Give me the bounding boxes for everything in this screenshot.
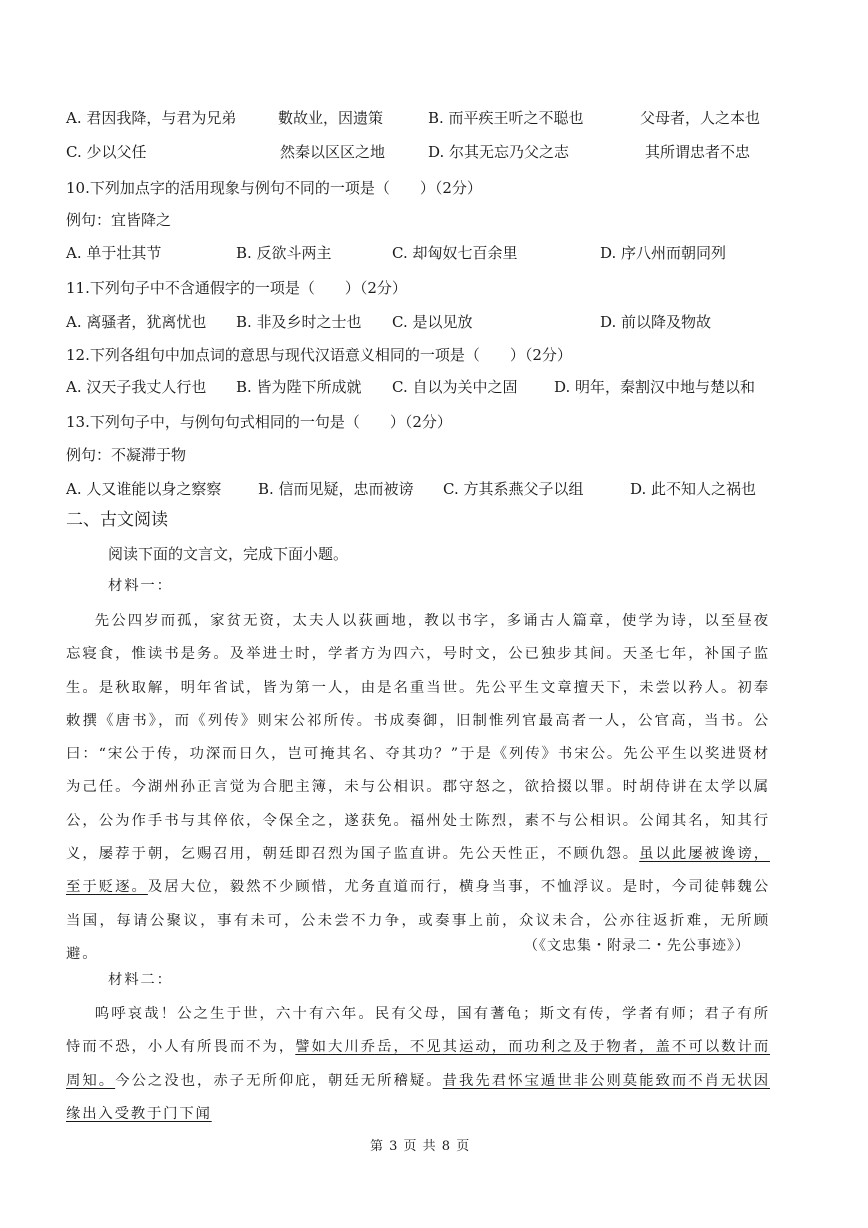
q9-option-c1: C. 少以父任 bbox=[66, 143, 147, 161]
material2-label: 材料二： bbox=[108, 972, 173, 988]
q11-option-a: A. 离骚者，犹离忧也 bbox=[66, 313, 207, 331]
q10-option-a: A. 单于壮其节 bbox=[66, 244, 162, 262]
material2-underlined-sentence-2: 昔我先君怀宝遁世非公则莫能致而不肖无状因缘出入受教于门下闻 bbox=[66, 1072, 770, 1122]
q11-option-b: B. 非及乡时之士也 bbox=[236, 313, 362, 331]
q13-option-a: A. 人又谁能以身之察察 bbox=[66, 480, 222, 498]
q9-option-b2: 父母者，人之本也 bbox=[640, 109, 761, 127]
q13-option-d: D. 此不知人之祸也 bbox=[630, 480, 757, 498]
q9-option-a2: 數故业，因遗策 bbox=[278, 109, 384, 127]
q9-option-c2: 然秦以区区之地 bbox=[280, 143, 386, 161]
q12-option-a: A. 汉天子我丈人行也 bbox=[66, 378, 207, 396]
q13-stem: 13.下列句子中，与例句句式相同的一句是（ ）（2分） bbox=[66, 413, 452, 431]
material2-underlined-sentence-1: 譬如大川乔岳，不见其运动，而功利之及于物者，盖不可以数计而周知。 bbox=[66, 1039, 771, 1089]
material2-text-a: 呜呼哀哉！公之生于世，六十有六年。民有父母，国有蓍龟；斯文有传，学者有师；君子有所恃而不恐，小人有所畏而不为， bbox=[66, 1006, 770, 1056]
q13-option-b: B. 信而见疑，忠而被谤 bbox=[258, 480, 414, 498]
material2-text-c: 今公之没也，赤子无所仰庇，朝廷无所稽疑。 bbox=[115, 1072, 443, 1089]
material1-text-b: 及居大位，毅然不少顾惜，尤务直道而行，横身当事，不恤浮议。是时，今司徒韩魏公当国，每请公聚议，事有未可，公未尝不力争，或奏事上前，众议未合，公亦往返折难，无所顾避。 bbox=[66, 879, 770, 962]
q9-option-a1: A. 君因我降，与君为兄弟 bbox=[66, 109, 237, 127]
q11-stem: 11.下列句子中不含通假字的一项是（ ）（2分） bbox=[66, 279, 407, 297]
q10-option-b: B. 反欲斗两主 bbox=[236, 244, 332, 262]
material1-text-a: 先公四岁而孤，家贫无资，太夫人以荻画地，教以书字，多诵古人篇章，使学为诗，以至昼夜忘寝食，惟读书是务。及举进士时，学者方为四六，号时文，公已独步其间。天圣七年，补国子监生。是秋取解，明年省试，皆为第一人，由是名重当世。先公平生文章擅天下，未尝以矜人。初奉敕撰《唐书》，而《列传》则宋公祁所传。书成奏御，旧制惟列官最高者一人，公官高，当书。公曰：“宋公于传，功深而日久，岂可掩其名、夺其功？”于是《列传》书宋公。先公平生以奖进贤材为己任。今湖州孙正言觉为合肥主簿，未与公相识。郡守怒之，欲拾掇以罪。时胡侍讲在太学以属公，公为作手书与其倅依，令保全之，遂获免。福州处士陈烈，素不与公相识。公闻其名，知其行义，屡荐于朝，乞赐召用，朝廷即召烈为国子监直讲。先公天性正，不顾仇怨。 bbox=[66, 613, 770, 863]
material1-label: 材料一： bbox=[108, 578, 173, 594]
q12-option-d: D. 明年，秦割汉中地与楚以和 bbox=[554, 378, 756, 396]
q9-option-d2: 其所谓忠者不忠 bbox=[645, 143, 751, 161]
section-title: 二、古文阅读 bbox=[66, 510, 168, 530]
q13-option-c: C. 方其系燕父子以组 bbox=[443, 480, 584, 498]
q10-stem: 10.下列加点字的活用现象与例句不同的一项是（ ）（2分） bbox=[66, 179, 482, 197]
q9-option-b1: B. 而平疾王听之不聪也 bbox=[428, 109, 584, 127]
page-number: 第 3 页 共 8 页 bbox=[370, 1139, 471, 1154]
q10-option-c: C. 却匈奴七百余里 bbox=[392, 244, 518, 262]
material2-text bbox=[66, 998, 771, 1122]
q12-option-c: C. 自以为关中之固 bbox=[392, 378, 518, 396]
q10-example: 例句：宜皆降之 bbox=[66, 211, 172, 229]
q11-option-c: C. 是以见放 bbox=[392, 313, 473, 331]
q9-option-d1: D. 尔其无忘乃父之志 bbox=[428, 143, 570, 161]
q11-option-d: D. 前以降及物故 bbox=[600, 313, 712, 331]
q10-option-d: D. 序八州而朝同列 bbox=[600, 244, 727, 262]
material1-source: （《文忠集・附录二・先公事迹》） bbox=[524, 938, 750, 954]
material1-underlined-sentence: 虽以此屡被谗谤，至于贬逐。 bbox=[66, 846, 770, 896]
q13-example: 例句：不凝滞于物 bbox=[66, 446, 187, 464]
q12-option-b: B. 皆为陛下所成就 bbox=[236, 378, 362, 396]
q12-stem: 12.下列各组句中加点词的意思与现代汉语意义相同的一项是（ ）（2分） bbox=[66, 346, 572, 364]
section-instruction: 阅读下面的文言文，完成下面小题。 bbox=[108, 545, 349, 563]
